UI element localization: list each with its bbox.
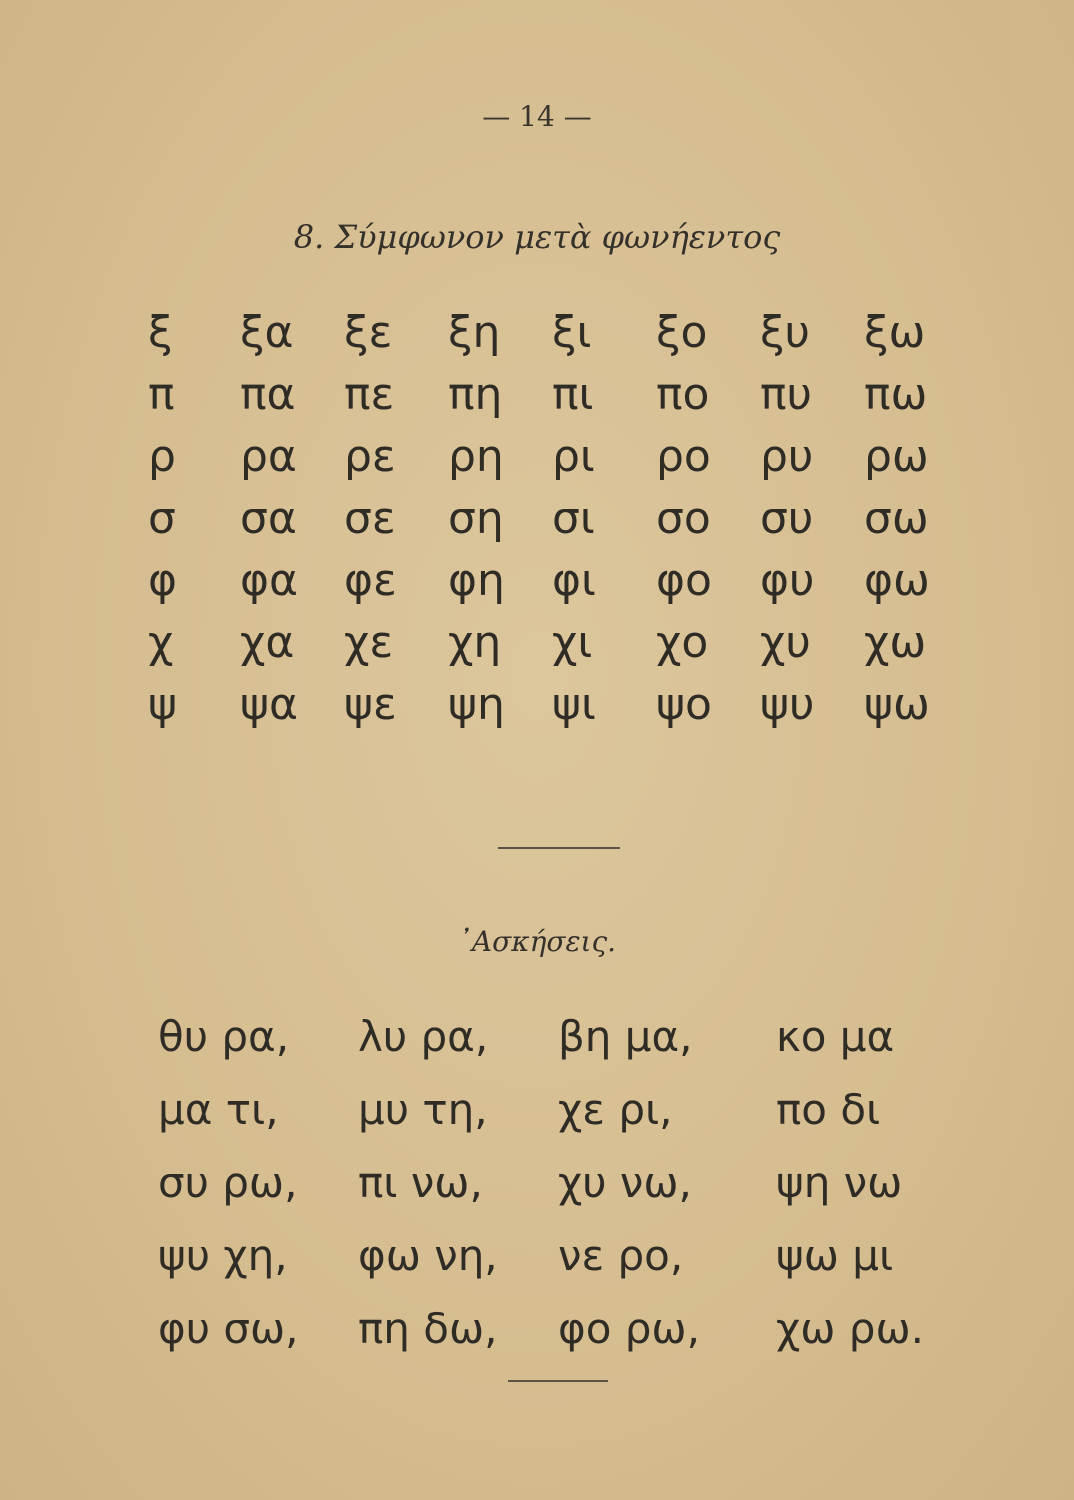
syllable: πα: [240, 369, 296, 420]
syllable: φι: [552, 555, 596, 606]
syllable: φω: [864, 555, 930, 606]
exercise-word: ψυ χη,: [158, 1231, 288, 1280]
consonant-letter: ψ: [148, 679, 178, 730]
exercise-word: θυ ρα,: [158, 1012, 290, 1061]
syllable: ρη: [448, 431, 504, 482]
syllable: σε: [344, 493, 396, 544]
exercise-word: μα τι,: [158, 1085, 279, 1134]
exercise-word: χε ρι,: [558, 1085, 673, 1134]
consonant-letter: π: [148, 369, 175, 420]
exercise-word: φυ σω,: [158, 1304, 299, 1353]
consonant-letter: σ: [148, 493, 176, 544]
syllable: ξι: [552, 307, 592, 358]
syllable: χω: [864, 617, 927, 668]
consonant-letter: χ: [148, 617, 174, 668]
exercise-word: ψη νω: [776, 1158, 903, 1207]
exercise-word: ψω μι: [776, 1231, 894, 1280]
syllable: φε: [344, 555, 397, 606]
syllable: φο: [656, 555, 712, 606]
exercise-word: βη μα,: [558, 1012, 693, 1061]
section-heading: 8. Σύμφωνον μετὰ φωνήεντος: [293, 218, 781, 256]
syllable: σω: [864, 493, 929, 544]
exercise-word: πη δω,: [358, 1304, 498, 1353]
syllable: ψο: [656, 679, 712, 730]
syllable: ξο: [656, 307, 708, 358]
syllable: πυ: [760, 369, 812, 420]
syllable: χι: [552, 617, 593, 668]
syllable: ξα: [240, 307, 294, 358]
exercise-word: χυ νω,: [558, 1158, 692, 1207]
syllable: πη: [448, 369, 503, 420]
syllable: χη: [448, 617, 502, 668]
syllable: χα: [240, 617, 295, 668]
exercise-word: φω νη,: [358, 1231, 498, 1280]
syllable: πω: [864, 369, 928, 420]
syllable: ξη: [448, 307, 501, 358]
exercise-word: φο ρω,: [558, 1304, 700, 1353]
consonant-letter: φ: [148, 555, 178, 606]
syllable: ρο: [656, 431, 711, 482]
syllable: σο: [656, 493, 711, 544]
divider-top: [498, 847, 620, 849]
syllable: φη: [448, 555, 505, 606]
syllable: σι: [552, 493, 595, 544]
exercise-word: νε ρο,: [558, 1231, 684, 1280]
syllable: ξυ: [760, 307, 810, 358]
page-number: — 14 —: [482, 100, 592, 133]
syllable: ρυ: [760, 431, 814, 482]
syllable: ρι: [552, 431, 595, 482]
syllable: χο: [656, 617, 709, 668]
syllable: πι: [552, 369, 594, 420]
syllable: ξε: [344, 307, 393, 358]
syllable: ση: [448, 493, 504, 544]
exercise-word: πο δι: [776, 1085, 881, 1134]
exercise-word: χω ρω.: [776, 1304, 924, 1353]
exercise-word: μυ τη,: [358, 1085, 488, 1134]
divider-bottom: [508, 1380, 608, 1382]
syllable: ρα: [240, 431, 297, 482]
syllable: χυ: [760, 617, 811, 668]
syllable: ξω: [864, 307, 926, 358]
exercises-heading: ᾿Ασκήσεις.: [457, 925, 617, 958]
exercise-word: συ ρω,: [158, 1158, 298, 1207]
syllable: ψη: [448, 679, 505, 730]
syllable-table: [140, 302, 968, 736]
syllable: ρε: [344, 431, 396, 482]
consonant-letter: ξ: [148, 307, 173, 358]
syllable: ψω: [864, 679, 930, 730]
syllable: ψυ: [760, 679, 815, 730]
syllable: ψε: [344, 679, 397, 730]
syllable: πε: [344, 369, 395, 420]
syllable: ρω: [864, 431, 929, 482]
syllable: σα: [240, 493, 297, 544]
syllable: φα: [240, 555, 299, 606]
consonant-letter: ρ: [148, 431, 176, 482]
syllable: ψα: [240, 679, 299, 730]
syllable: ψι: [552, 679, 596, 730]
exercise-word: πι νω,: [358, 1158, 483, 1207]
syllable: συ: [760, 493, 814, 544]
exercise-word: λυ ρα,: [358, 1012, 489, 1061]
syllable: πο: [656, 369, 710, 420]
syllable: φυ: [760, 555, 815, 606]
syllable: χε: [344, 617, 394, 668]
exercise-table: [158, 1000, 976, 1365]
exercise-word: κο μα: [776, 1012, 895, 1061]
